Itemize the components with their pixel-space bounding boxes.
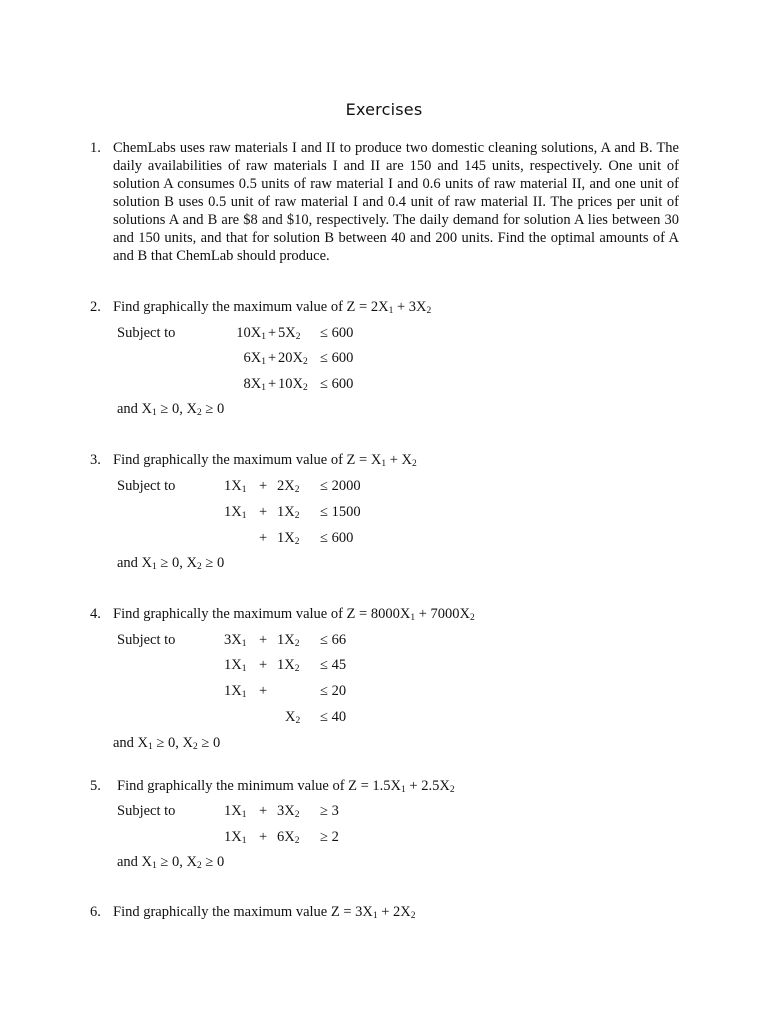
- exercise-3-constraint-1-rhs: ≤ 2000: [320, 478, 361, 494]
- exercise-4-constraint-3-op: +: [259, 683, 268, 699]
- exercise-4-constraint-2-rhs: ≤ 45: [320, 657, 347, 673]
- exercise-5-constraint-1-b: $3X_2$: [277, 803, 300, 820]
- exercise-4-constraint-1-op: +: [259, 632, 268, 648]
- exercise-4-number: 4.: [90, 606, 101, 622]
- exercise-2-constraint-1-b: $5X_2$: [278, 325, 301, 342]
- exercise-4-constraint-2-a: $1X_1$: [224, 657, 247, 674]
- exercise-5-number: 5.: [90, 778, 101, 794]
- exercise-1-number: 1.: [90, 140, 101, 156]
- page-title: Exercises: [345, 100, 423, 119]
- exercise-4-constraint-4-b: $X_2$: [285, 709, 301, 726]
- exercise-5-nonnegativity: and $X_1 \ge 0$, $X_2 \ge 0$: [117, 854, 225, 871]
- exercise-4-constraint-2-op: +: [259, 657, 268, 673]
- exercise-6-number: 6.: [90, 904, 101, 920]
- exercise-6-objective: Find graphically the maximum value $Z = 3X_1 + 2X_2$: [113, 904, 416, 921]
- exercise-3-nonnegativity: and $X_1 \ge 0$, $X_2 \ge 0$: [117, 555, 225, 572]
- exercise-5-constraint-1-a: $1X_1$: [224, 803, 247, 820]
- exercise-4-constraint-1-rhs: ≤ 66: [320, 632, 347, 648]
- exercise-5-constraint-1-op: +: [259, 803, 268, 819]
- exercise-2-constraint-3-op: +: [268, 376, 277, 392]
- exercise-3-constraint-2-b: $1X_2$: [277, 504, 300, 521]
- exercise-3-constraint-2-op: +: [259, 504, 268, 520]
- exercise-4-subject-to: Subject to: [117, 632, 176, 648]
- exercise-3-subject-to: Subject to: [117, 478, 176, 494]
- exercise-3-objective: Find graphically the maximum value of $Z = X_1 + X_2$: [113, 452, 417, 469]
- exercise-5-objective: Find graphically the minimum value of $Z = 1.5X_1 + 2.5X_2$: [117, 778, 455, 795]
- exercise-5-constraint-2-op: +: [259, 829, 268, 845]
- exercise-3-constraint-1-b: $2X_2$: [277, 478, 300, 495]
- exercise-3-constraint-2-a: $1X_1$: [224, 504, 247, 521]
- exercise-4-objective: Find graphically the maximum value of $Z = 8000X_1 + 7000X_2$: [113, 606, 475, 623]
- exercise-5-constraint-2-a: $1X_1$: [224, 829, 247, 846]
- exercise-1-paragraph: ChemLabs uses raw materials I and II to produce two domestic cleaning solutions, A and B. The daily availabilities of raw materials I and II are 150 and 145 units, respectively. One unit of solution A consumes 0.5 units of raw material I and 0.6 units of raw material II, and one unit of solution B uses 0.5 unit of raw material I and 0.4 unit of raw material II. The prices per unit of solutions A and B are $8 and $10, respectively. The daily demand for solution A lies between 30 and 150 units, and that for solution B between 40 and 200 units. Find the optimal amounts of A and B that ChemLab should produce.: [113, 140, 679, 264]
- document-page: Exercises 1. ChemLabs uses raw materials I and II to produce two domestic cleaning solutions, A and B. The daily availabilities of raw materials I and II are 150 and 145 units, respectively. One unit of solution A consumes 0.5 units of raw material I and 0.6 units of raw material II, and one unit of solution B uses 0.5 unit of raw material I and 0.4 unit of raw material II. The prices per unit of solutions A and B are $8 and $10, respectively. The daily demand for solution A lies between 30 and 150 units, and that for solution B between 40 and 200 units. Find the optimal amounts of A and B that ChemLab should produce. 2. Find graphically the maximum value of $Z = 2X_1 + 3X_2$ Subject to $10X_1$ + $5X_2$ ≤ 600 $6X_1$ + $20X_2$ ≤ 600 $8X_1$ + $10X_2$ ≤ 600 and $X_1 \ge 0$, $X_2 \ge 0$ 3. Find graphically the maximum value of $Z = X_1 + X_2$ Subject to $1X_1$ + $2X_2$ ≤ 2000 $1X_1$ + $1X_2$ ≤ 1500 + $1X_2$ ≤ 600 and $X_1 \ge 0$, $X_2 \ge 0$ 4. Find graphically the maximum value of $Z = 8000X_1 + 7000X_2$ Subject to $3X_1$ + $1X_2$ ≤ 66 $1X_1$ + $1X_2$ ≤ 45 $1X_1$ + ≤ 20 $X_2$ ≤ 40 and $X_1 \ge 0$, $X_2 \ge 0$ 5. Find graphically the minimum value of $Z = 1.5X_1 + 2.5X_2$ Subject to $1X_1$ + $3X_2$ ≥ 3 $1X_1$ + $6X_2$ ≥ 2 and $X_1 \ge 0$, $X_2 \ge 0$ 6. Find graphically the maximum value $Z = 3X_1 + 2X_2$: [0, 0, 768, 1024]
- exercise-2-subject-to: Subject to: [117, 325, 176, 341]
- exercise-4-nonnegativity: and $X_1 \ge 0$, $X_2 \ge 0$: [113, 735, 221, 752]
- exercise-3-constraint-3-rhs: ≤ 600: [320, 530, 354, 546]
- exercise-2-objective: Find graphically the maximum value of $Z = 2X_1 + 3X_2$: [113, 299, 432, 316]
- exercise-5-constraint-2-b: $6X_2$: [277, 829, 300, 846]
- exercise-3-constraint-2-rhs: ≤ 1500: [320, 504, 361, 520]
- exercise-3-number: 3.: [90, 452, 101, 468]
- exercise-2-constraint-2-rhs: ≤ 600: [320, 350, 354, 366]
- exercise-2-constraint-1-rhs: ≤ 600: [320, 325, 354, 341]
- exercise-4-constraint-4-rhs: ≤ 40: [320, 709, 347, 725]
- exercise-2-constraint-3-rhs: ≤ 600: [320, 376, 354, 392]
- exercise-4-constraint-2-b: $1X_2$: [277, 657, 300, 674]
- exercise-5-subject-to: Subject to: [117, 803, 176, 819]
- exercise-4-constraint-1-a: $3X_1$: [224, 632, 247, 649]
- exercise-4-constraint-1-b: $1X_2$: [277, 632, 300, 649]
- exercise-4-constraint-3-rhs: ≤ 20: [320, 683, 347, 699]
- exercise-5-constraint-2-rhs: ≥ 2: [320, 829, 339, 845]
- exercise-2-nonnegativity: and $X_1 \ge 0$, $X_2 \ge 0$: [117, 401, 225, 418]
- exercise-3-constraint-3-b: $1X_2$: [277, 530, 300, 547]
- exercise-2-constraint-2-op: +: [268, 350, 277, 366]
- exercise-2-constraint-2-b: $20X_2$: [278, 350, 308, 367]
- exercise-5-constraint-1-rhs: ≥ 3: [320, 803, 339, 819]
- exercise-4-constraint-3-a: $1X_1$: [224, 683, 247, 700]
- exercise-3-constraint-3-op: +: [259, 530, 268, 546]
- exercise-2-constraint-3-b: $10X_2$: [278, 376, 308, 393]
- exercise-3-constraint-1-op: +: [259, 478, 268, 494]
- exercise-2-number: 2.: [90, 299, 101, 315]
- exercise-3-constraint-1-a: $1X_1$: [224, 478, 247, 495]
- exercise-2-constraint-1-op: +: [268, 325, 277, 341]
